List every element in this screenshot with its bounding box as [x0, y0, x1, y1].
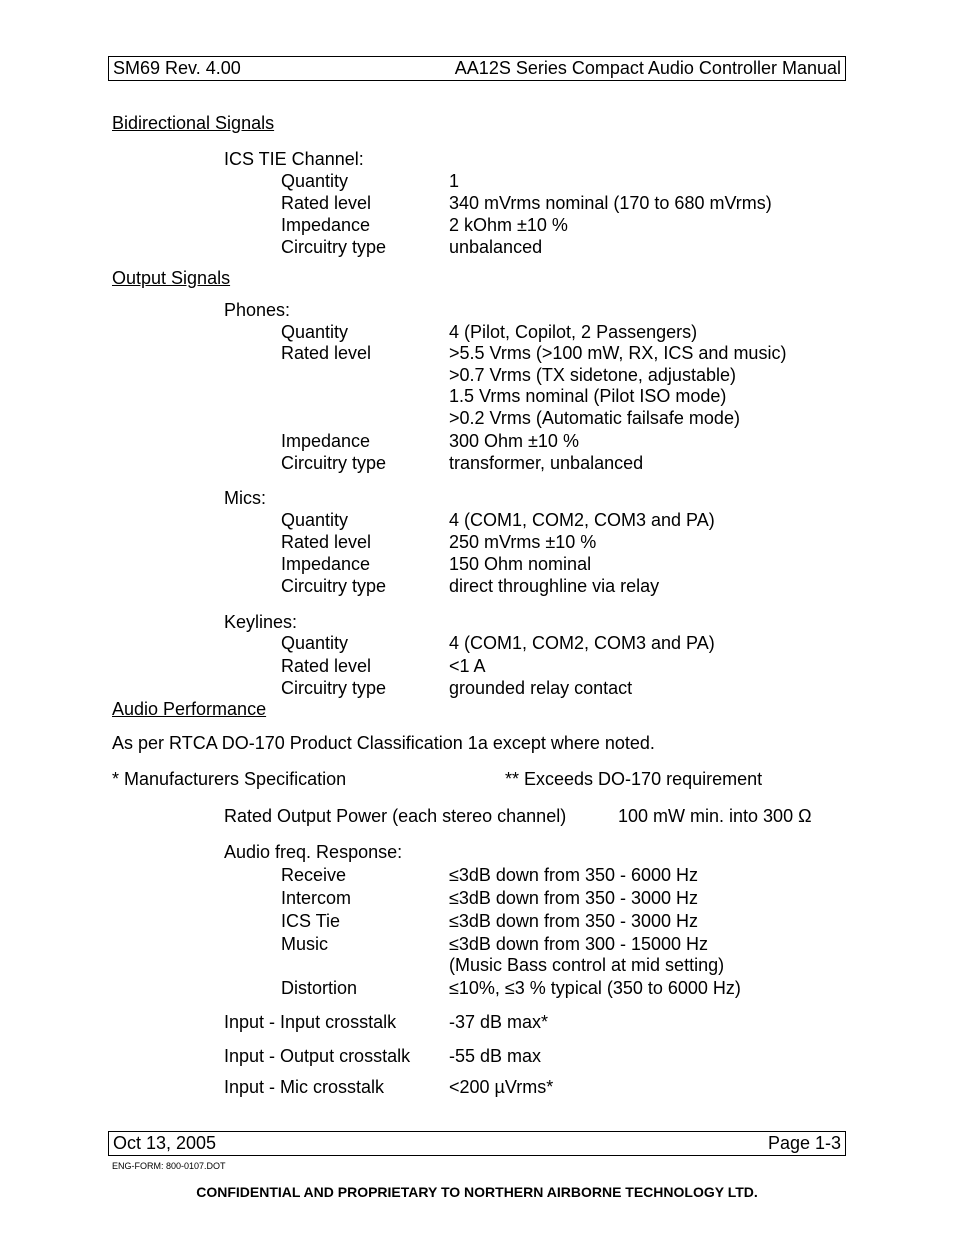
section-heading-output: Output Signals [112, 268, 231, 288]
music-note: (Music Bass control at mid setting) [449, 955, 725, 975]
group-label-mics: Mics: [224, 488, 266, 508]
spec-value: >0.2 Vrms (Automatic failsafe mode) [449, 408, 740, 428]
spec-value: <200 µVrms* [449, 1077, 554, 1097]
spec-value: 4 (COM1, COM2, COM3 and PA) [449, 510, 715, 530]
spec-value: ≤3dB down from 350 - 3000 Hz [449, 911, 699, 931]
spec-value: ≤10%, ≤3 % typical (350 to 6000 Hz) [449, 978, 741, 998]
spec-value: transformer, unbalanced [449, 453, 644, 473]
spec-value: -55 dB max [449, 1046, 542, 1066]
spec-value: 2 kOhm ±10 % [449, 215, 568, 235]
spec-key: Quantity [281, 322, 349, 342]
spec-value: 4 (COM1, COM2, COM3 and PA) [449, 633, 715, 653]
group-label-ics-tie: ICS TIE Channel: [224, 149, 364, 169]
note-manufacturer-spec: * Manufacturers Specification [112, 769, 347, 789]
page-footer [108, 1131, 846, 1156]
spec-key: Music [281, 934, 329, 954]
spec-key: Quantity [281, 171, 349, 191]
spec-value: >0.7 Vrms (TX sidetone, adjustable) [449, 365, 736, 385]
confidentiality-notice: CONFIDENTIAL AND PROPRIETARY TO NORTHERN AIRBORNE TECHNOLOGY LTD. [196, 1184, 758, 1200]
footer-form-id: ENG-FORM: 800-0107.DOT [112, 1161, 226, 1171]
footer-page-number: Page 1-3 [767, 1133, 841, 1153]
group-label-freq-response: Audio freq. Response: [224, 842, 403, 862]
spec-value: ≤3dB down from 350 - 6000 Hz [449, 865, 699, 885]
header-doc-title: AA12S Series Compact Audio Controller Manual [454, 58, 841, 78]
spec-key: Circuitry type [281, 576, 387, 596]
spec-key: Quantity [281, 510, 349, 530]
spec-value: 1.5 Vrms nominal (Pilot ISO mode) [449, 386, 727, 406]
spec-value: unbalanced [449, 237, 543, 257]
spec-value: >5.5 Vrms (>100 mW, RX, ICS and music) [449, 343, 787, 363]
spec-value: 300 Ohm ±10 % [449, 431, 579, 451]
spec-key: Impedance [281, 431, 371, 451]
power-label: Rated Output Power (each stereo channel) [224, 806, 567, 826]
spec-value: 4 (Pilot, Copilot, 2 Passengers) [449, 322, 698, 342]
spec-key: Distortion [281, 978, 358, 998]
spec-value: 1 [449, 171, 460, 191]
spec-key: Receive [281, 865, 347, 885]
spec-value: direct throughline via relay [449, 576, 660, 596]
spec-key: Rated level [281, 532, 372, 552]
spec-key: Quantity [281, 633, 349, 653]
group-label-phones: Phones: [224, 300, 291, 320]
audio-intro: As per RTCA DO-170 Product Classification 1a except where noted. [112, 733, 655, 753]
spec-key: Circuitry type [281, 453, 387, 473]
spec-key: Circuitry type [281, 237, 387, 257]
group-label-keylines: Keylines: [224, 612, 298, 632]
spec-key: Rated level [281, 343, 372, 363]
footer-date: Oct 13, 2005 [113, 1133, 217, 1153]
spec-value: ≤3dB down from 300 - 15000 Hz [449, 934, 709, 954]
spec-key: Circuitry type [281, 678, 387, 698]
spec-key: Impedance [281, 554, 371, 574]
header-doc-number: SM69 Rev. 4.00 [113, 58, 241, 78]
note-exceeds-requirement: ** Exceeds DO-170 requirement [505, 769, 763, 789]
section-heading-audio: Audio Performance [112, 699, 267, 719]
spec-key: Input - Mic crosstalk [224, 1077, 385, 1097]
page-header [108, 56, 846, 81]
spec-key: ICS Tie [281, 911, 341, 931]
spec-value: 340 mVrms nominal (170 to 680 mVrms) [449, 193, 772, 213]
section-heading-bidirectional: Bidirectional Signals [112, 113, 275, 133]
spec-key: Input - Output crosstalk [224, 1046, 411, 1066]
spec-value: 150 Ohm nominal [449, 554, 592, 574]
power-value: 100 mW min. into 300 Ω [618, 806, 812, 826]
spec-key: Impedance [281, 215, 371, 235]
spec-value: -37 dB max* [449, 1012, 549, 1032]
spec-key: Intercom [281, 888, 352, 908]
spec-key: Rated level [281, 193, 372, 213]
spec-value: grounded relay contact [449, 678, 633, 698]
spec-value: <1 A [449, 656, 486, 676]
spec-key: Rated level [281, 656, 372, 676]
spec-value: ≤3dB down from 350 - 3000 Hz [449, 888, 699, 908]
spec-key: Input - Input crosstalk [224, 1012, 397, 1032]
spec-value: 250 mVrms ±10 % [449, 532, 597, 552]
